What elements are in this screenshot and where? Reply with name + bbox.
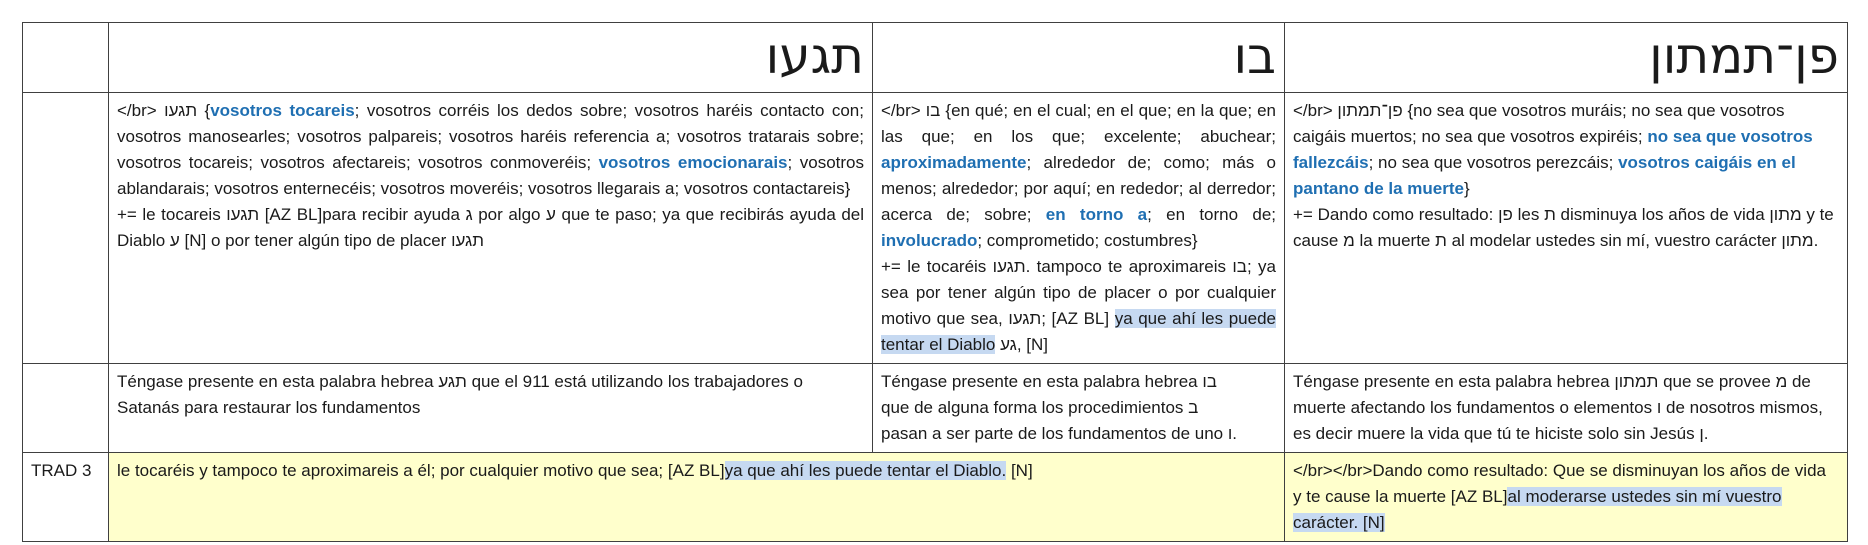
translation-text: le tocaréis y tampoco te aproximareis a él; por cualquier motivo que sea; [AZ BL] (117, 461, 725, 480)
note-line: que de alguna forma los procedimientos ב (881, 398, 1199, 417)
note-cell-tigu: Téngase presente en esta palabra hebrea תגע que el 911 está utilizando los trabajadores o Satanás para restaurar los fundamentos (109, 364, 873, 453)
explanation-segment: += le tocaréis תגעו. tampoco te aproximareis בו; ya sea por tener algún tipo de placer o por cualquier motivo que sea, תגעו; [AZ BL] (881, 257, 1276, 328)
translation-row (23, 453, 1848, 542)
note-line: Téngase presente en esta palabra hebrea בו (881, 372, 1217, 391)
header-word-pen-tamutun: פן־תמתון (1285, 23, 1848, 93)
definition-text: } (1463, 179, 1470, 198)
definition-text: </br> בו {en qué; en el cual; en el que; en la que; en las que; en los que; excelente; abuchear; (881, 101, 1277, 146)
header-word-bo: בו (873, 23, 1285, 93)
highlighted-segment: al moderarse ustedes sin mí vuestro carácter. [N] (1293, 487, 1782, 532)
definition-cell-tigu (109, 93, 873, 364)
definition-text: ; en torno de; (1147, 205, 1277, 224)
highlight-term: no sea que vosotros fallezcáis (1293, 127, 1813, 172)
highlight-term: en torno a (1045, 205, 1148, 224)
definition-cell-bo (873, 93, 1285, 364)
highlight-term: vosotros caigáis en el pantano de la muerte (1293, 153, 1796, 198)
definition-text: ; vosotros ablandarais; vosotros enternecéis; vosotros moveréis; vosotros llegarais a; vosotros contactareis} (117, 153, 864, 198)
highlight-term: vosotros tocareis (210, 101, 355, 120)
note-cell-bo (873, 364, 1285, 453)
explanation-text: += le tocareis תגעו [AZ BL]para recibir ayuda ג por algo ע que te paso; ya que recibirás ayuda del Diablo ע [N] o por tener algún tipo de placer תגעו (117, 205, 865, 250)
explanation-text (881, 254, 1276, 358)
definition-text: ; comprometido; costumbres} (977, 231, 1198, 250)
definitions-row (23, 93, 1848, 364)
definition-text: </br> תגעו { (117, 101, 211, 120)
header-row (23, 23, 1848, 93)
definition-text: ; no sea que vosotros perezcáis; (1368, 153, 1619, 172)
header-cell-empty (23, 23, 109, 93)
translation-cell-merged (109, 453, 1285, 542)
translation-text: </br></br>Dando como resultado: Que se disminuyan los años de vida y te cause la muerte [AZ BL] (1293, 461, 1826, 506)
translation-cell-pen-tamutun (1285, 453, 1848, 542)
note-cell-pen-tamutun: Téngase presente en esta palabra hebrea תמתון que se provee מ de muerte afectando los fundamentos o elementos ו de nosotros mismos, es decir muere la vida que tú te hiciste solo sin Jesús ן. (1285, 364, 1848, 453)
highlighted-segment: ya que ahí les puede tentar el Diablo. (724, 461, 1007, 480)
highlighted-segment: ya que ahí les puede tentar el Diablo (881, 309, 1276, 354)
header-word-tigu: תגעו (109, 23, 873, 93)
definitions-row-label (23, 93, 109, 364)
highlight-term: aproximadamente (881, 153, 1027, 172)
notes-row-label (23, 364, 109, 453)
translation-table (22, 22, 1848, 542)
notes-row (23, 364, 1848, 453)
explanation-segment: גע, [N] (995, 335, 1048, 354)
explanation-text: += Dando como resultado: פן les ת disminuya los años de vida מתון y te cause מ la muerte ת al modelar ustedes sin mí, vuestro carácter מתון. (1293, 205, 1834, 250)
translation-text: [N] (1006, 461, 1033, 480)
trad-row-label: TRAD 3 (23, 453, 109, 542)
highlight-term: vosotros emocionarais (598, 153, 788, 172)
definition-cell-pen-tamutun (1285, 93, 1848, 364)
highlight-term: involucrado (881, 231, 978, 250)
definition-text: </br> פן־תמתון {no sea que vosotros muráis; no sea que vosotros caigáis muertos; no sea que vosotros expiréis; (1293, 101, 1785, 146)
note-line: pasan a ser parte de los fundamentos de uno ו. (881, 424, 1238, 443)
definition-text: ; alrededor de; como; más o menos; alrededor; por aquí; en rededor; al derredor; acerca de; sobre; (881, 153, 1276, 224)
definition-text: ; vosotros corréis los dedos sobre; vosotros haréis contacto con; vosotros manosearles; vosotros palpareis; vosotros haréis referencia a; vosotros tratarais sobre; vosotros tocareis; vosotros afectareis; vosotros conmoveréis; (117, 101, 864, 172)
